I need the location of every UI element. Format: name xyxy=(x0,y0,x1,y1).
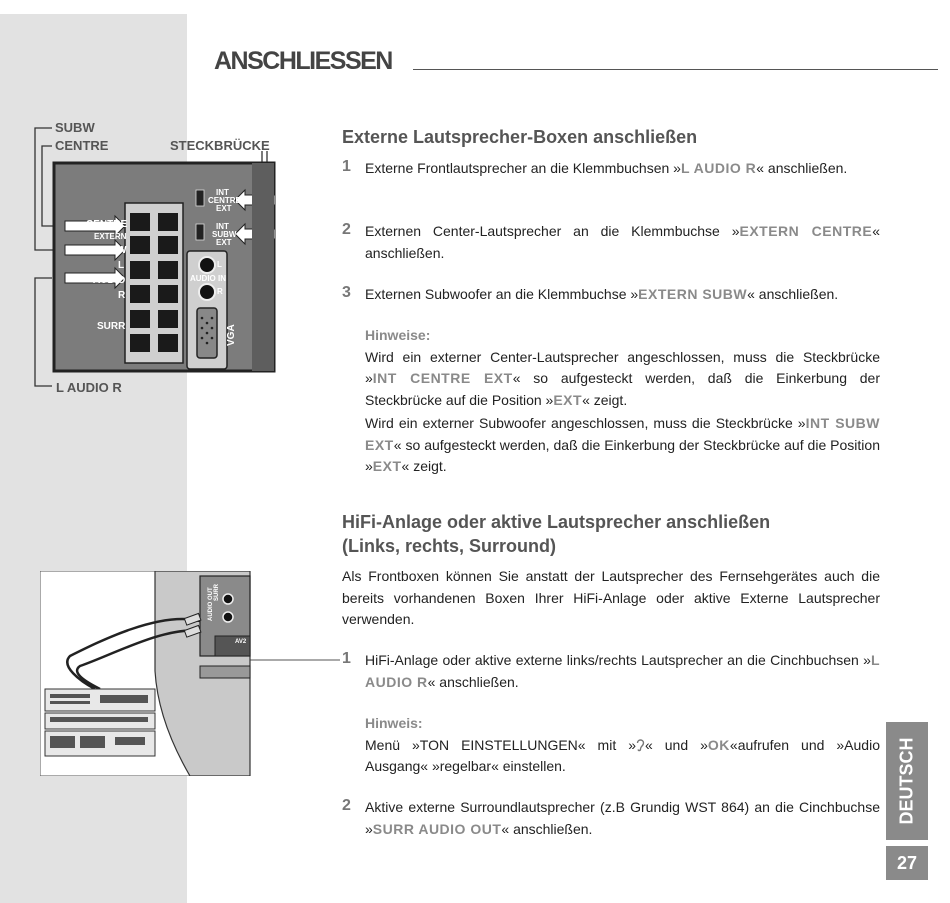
panel-label-audio: AUDIO xyxy=(93,275,126,286)
jumper-int-2: INT xyxy=(216,222,229,231)
jumper-int-1: INT xyxy=(216,188,229,197)
page-number: 27 xyxy=(886,846,928,880)
section1-note xyxy=(342,325,880,478)
section2-step-1: 1 HiFi-Anlage oder aktive externe links/rechts Lautsprecher an die Cinchbuchsen »L AUDIO R« anschließen. xyxy=(342,650,880,690)
jack-label-audio-in: AUDIO IN xyxy=(190,274,226,283)
jumper-ext-2: EXT xyxy=(216,238,232,247)
section2-note: Hinweis: Menü »TON EINSTELLUNGEN« mit » « und »OK«aufrufen und »Audio Ausgang« »regelbar« einstellen. xyxy=(365,715,880,774)
jumper-subw: SUBW xyxy=(212,230,237,239)
hifi-connection-figure xyxy=(40,571,340,776)
section1-step-1: 1 Externe Frontlautsprecher an die Klemmbuchsen »L AUDIO R« anschließen. xyxy=(342,158,848,176)
panel-label-extern: EXTERN xyxy=(94,232,127,241)
label-centre: CENTRE xyxy=(55,138,109,153)
label-steckbruecke: STECKBRÜCKE xyxy=(170,138,270,153)
section2-step-2: 2 Aktive externe Surroundlautsprecher (z.B Grundig WST 864) an die Cinchbuchse »SURR AUDIO OUT« anschließen. xyxy=(342,797,880,837)
jack-label-r: R xyxy=(217,287,223,296)
panel-label-subw: SUBW xyxy=(96,245,127,256)
header-rule xyxy=(413,69,938,70)
jumper-centre: CENTRE xyxy=(208,196,241,205)
note-title: Hinweise: xyxy=(365,327,431,343)
note-paragraph-1: Wird ein externer Center-Lautsprecher angeschlossen, muss die Steckbrücke »INT CENTRE EXT« so aufgesteckt werden, daß die Einkerbung der Steckbrücke auf die Position »EXT« zeigt. xyxy=(365,348,880,408)
section1-step-2: 2 Externen Center-Lautsprecher an die Klemmbuchse »EXTERN CENTRE« anschließen. xyxy=(342,221,880,261)
page-title: ANSCHLIESSEN xyxy=(214,47,392,75)
language-tab: DEUTSCH xyxy=(886,722,928,840)
section2-heading: HiFi-Anlage oder aktive Lautsprecher anschließen (Links, rechts, Surround) xyxy=(342,512,771,556)
fig2-av2: AV2 xyxy=(235,639,247,645)
fig2-surr: SURR xyxy=(214,583,220,601)
speaker-terminal-figure xyxy=(30,118,310,408)
label-subw: SUBW xyxy=(55,120,95,135)
note-paragraph-2: Wird ein externer Subwoofer angeschlossen, muss die Steckbrücke »INT SUBW EXT« so aufgesteckt werden, daß die Einkerbung der Steckbrücke auf die Position »EXT« zeigt. xyxy=(365,415,880,474)
jack-label-l: L xyxy=(217,260,222,269)
ear-icon xyxy=(636,738,645,752)
fig2-audio-out: AUDIO OUT xyxy=(208,587,214,621)
panel-label-centre: CENTRE xyxy=(86,219,128,230)
section1-step-3: 3 Externen Subwoofer an die Klemmbuchse »EXTERN SUBW« anschließen. xyxy=(342,284,839,302)
panel-label-l: L xyxy=(118,260,125,271)
panel-label-surr: SURR xyxy=(97,321,126,332)
label-l-audio-r: L AUDIO R xyxy=(56,380,122,395)
section2-intro: Als Frontboxen können Sie anstatt der Lautsprecher des Fernsehgerätes auch die bereits vorhandenen Boxen Ihrer HiFi-Anlage oder aktive Externe Lautsprecher verwenden. xyxy=(342,568,880,627)
jumper-ext-1: EXT xyxy=(216,204,232,213)
vga-label: VGA xyxy=(226,324,237,346)
panel-label-r: R xyxy=(118,290,126,301)
section1-heading: Externe Lautsprecher-Boxen anschließen xyxy=(342,127,698,147)
